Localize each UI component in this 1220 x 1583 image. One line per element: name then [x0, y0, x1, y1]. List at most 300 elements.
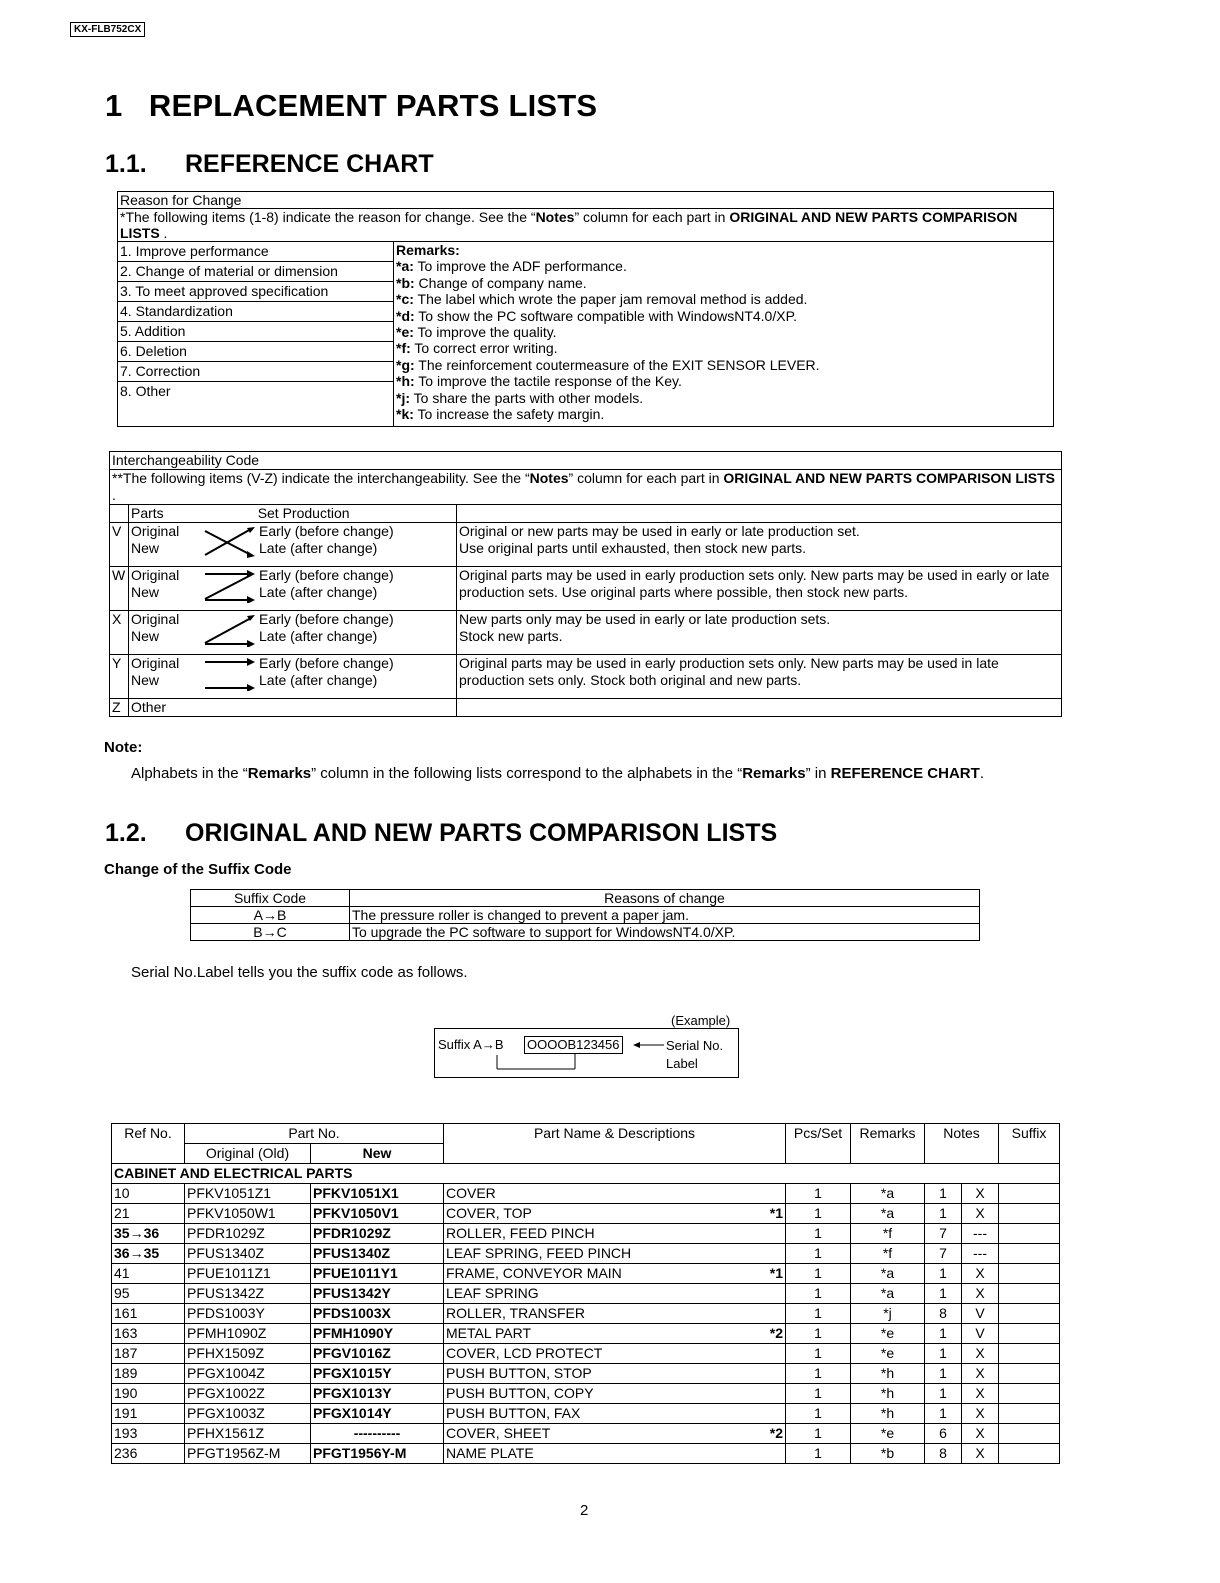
suffix-cell: [999, 1184, 1060, 1204]
ref-cell: 36→35: [112, 1244, 185, 1264]
notes-header: Notes: [925, 1124, 999, 1164]
orig-part-cell: PFUE1011Z1: [185, 1264, 311, 1284]
suffix-cell: [999, 1304, 1060, 1324]
part-name-cell: NAME PLATE: [444, 1444, 758, 1464]
partno-header: Part No.: [185, 1124, 444, 1144]
new-part-cell: PFUS1342Y: [311, 1284, 444, 1304]
pcs-cell: 1: [786, 1424, 851, 1444]
remark-text: To correct error writing.: [410, 340, 558, 357]
pcs-cell: 1: [786, 1304, 851, 1324]
notes-code-cell: X: [962, 1184, 999, 1204]
reasons-cell: [118, 242, 394, 427]
part-name-cell: PUSH BUTTON, FAX: [444, 1404, 758, 1424]
intro-mid: ” column for each part in: [568, 470, 724, 486]
pcs-cell: 1: [786, 1244, 851, 1264]
suffix-cell: [999, 1324, 1060, 1344]
remark-code: *b:: [396, 274, 415, 291]
notes-reason-cell: 1: [925, 1344, 962, 1364]
remark-item: [396, 373, 1051, 389]
note-mark-cell: [757, 1304, 786, 1324]
ref-cell: 193: [112, 1424, 185, 1444]
new-part-cell: PFKV1051X1: [311, 1184, 444, 1204]
notes-code-cell: X: [962, 1384, 999, 1404]
intro-end: .: [159, 225, 168, 241]
desc-header: [457, 505, 1062, 523]
note-part: ” column in the following lists correspond to the alphabets in the “: [311, 765, 743, 782]
orig-part-cell: PFKV1051Z1: [185, 1184, 311, 1204]
orig-label: Original: [131, 523, 180, 539]
notes-reason-cell: 8: [925, 1304, 962, 1324]
remark-code: *f:: [396, 340, 411, 357]
remark-cell: *f: [851, 1224, 925, 1244]
desc-cell: Original parts may be used in early production sets only. New parts may be used in early or late production sets. Use original parts where possible, then stock new parts.: [457, 567, 1062, 611]
table-row: [112, 1344, 1060, 1364]
note-mark-cell: *2: [757, 1324, 786, 1344]
reason-item: 2. Change of material or dimension: [118, 262, 393, 282]
interchange-row-y: [110, 655, 1062, 699]
orig-part-cell: PFKV1050W1: [185, 1204, 311, 1224]
remarks-title: Remarks:: [396, 242, 460, 258]
page-title: [105, 88, 597, 124]
new-part-cell: PFDS1003X: [311, 1304, 444, 1324]
note-mark-cell: [757, 1384, 786, 1404]
ref-cell: 163: [112, 1324, 185, 1344]
suffix-subtitle: Change of the Suffix Code: [104, 861, 292, 878]
suffix-col-header: Suffix Code: [191, 890, 350, 907]
table-row: [112, 1324, 1060, 1344]
interchange-title: Interchangeability Code: [110, 452, 1062, 470]
pointer-lines-icon: [435, 1029, 738, 1077]
remark-text: To show the PC software compatible with WindowsNT4.0/XP.: [414, 307, 797, 324]
reason-chart-title: Reason for Change: [118, 192, 1054, 209]
note-bold: Remarks: [247, 765, 312, 782]
ref-cell: 189: [112, 1364, 185, 1384]
orig-label: Original: [131, 611, 180, 627]
notes-code-cell: X: [962, 1264, 999, 1284]
reason-item: 8. Other: [120, 383, 171, 399]
code-cell: X: [110, 611, 129, 655]
suffix-code-cell: B→C: [191, 924, 350, 941]
table-row: [112, 1224, 1060, 1244]
desc-cell: Original parts may be used in early production sets only. New parts may be used in late production sets only. Stock both original and new parts.: [457, 655, 1062, 699]
note-mark-cell: [757, 1444, 786, 1464]
new-part-cell: PFGT1956Y-M: [311, 1444, 444, 1464]
remark-text: To share the parts with other models.: [410, 389, 644, 406]
remark-code: *h:: [396, 373, 415, 390]
notes-reason-cell: 1: [925, 1324, 962, 1344]
remark-item: [396, 340, 1051, 356]
orig-part-cell: PFDS1003Y: [185, 1304, 311, 1324]
notes-reason-cell: 1: [925, 1284, 962, 1304]
orig-part-cell: PFHX1509Z: [185, 1344, 311, 1364]
ref-cell: 95: [112, 1284, 185, 1304]
notes-code-cell: V: [962, 1324, 999, 1344]
remark-item: [396, 324, 1051, 340]
remark-item: [396, 357, 1051, 373]
remark-item: [396, 291, 1051, 307]
table-row: [112, 1264, 1060, 1284]
intro-list-name: ORIGINAL AND NEW PARTS COMPARISON LISTS: [120, 209, 1018, 241]
new-label: New: [131, 628, 160, 644]
table-row: [112, 1244, 1060, 1264]
remark-code: *c:: [396, 291, 414, 308]
note-mark-cell: [757, 1344, 786, 1364]
remark-item: [396, 258, 1051, 274]
remark-cell: *a: [851, 1184, 925, 1204]
intro-text: **The following items (V-Z) indicate the interchangeability. See the “: [112, 470, 530, 486]
suffix-cell: [999, 1444, 1060, 1464]
table-row: [112, 1364, 1060, 1384]
table-row: [112, 1284, 1060, 1304]
pcs-cell: 1: [786, 1224, 851, 1244]
suffix-cell: [999, 1224, 1060, 1244]
interchangeability-table: [109, 451, 1062, 717]
suffix-cell: [999, 1404, 1060, 1424]
remark-code: *e:: [396, 324, 414, 341]
suffix-code-table: [190, 889, 980, 941]
new-label: New: [131, 540, 160, 556]
ref-cell: 236: [112, 1444, 185, 1464]
notes-reason-cell: 1: [925, 1364, 962, 1384]
part-name-cell: COVER, LCD PROTECT: [444, 1344, 758, 1364]
remark-cell: *b: [851, 1444, 925, 1464]
section-number: 1.2.: [105, 819, 147, 847]
interchange-row-w: [110, 567, 1062, 611]
notes-code-cell: X: [962, 1444, 999, 1464]
intro-end: .: [112, 487, 116, 503]
remark-code: *g:: [396, 356, 415, 373]
new-part-cell: PFKV1050V1: [311, 1204, 444, 1224]
set-col-label: Set Production: [257, 505, 350, 521]
ref-cell: 161: [112, 1304, 185, 1324]
remark-cell: *e: [851, 1344, 925, 1364]
suffix-change-label: Suffix A→B: [438, 1037, 504, 1052]
intro-list-name: ORIGINAL AND NEW PARTS COMPARISON LISTS: [723, 470, 1055, 486]
pcs-cell: 1: [786, 1284, 851, 1304]
suffix-cell: [999, 1344, 1060, 1364]
interchange-row-z: [110, 699, 1062, 717]
early-label: Early (before change): [259, 567, 394, 583]
diagonal-arrows-icon: [203, 613, 257, 647]
remark-item: [396, 275, 1051, 291]
new-part-cell: PFUE1011Y1: [311, 1264, 444, 1284]
notes-code-cell: X: [962, 1344, 999, 1364]
part-name-cell: PUSH BUTTON, STOP: [444, 1364, 758, 1384]
remark-cell: *e: [851, 1324, 925, 1344]
notes-reason-cell: 1: [925, 1204, 962, 1224]
part-name-cell: ROLLER, FEED PINCH: [444, 1224, 758, 1244]
part-name-cell: FRAME, CONVEYOR MAIN: [444, 1264, 758, 1284]
serial-value-box: OOOOB123456: [524, 1036, 623, 1054]
notes-code-cell: ---: [962, 1244, 999, 1264]
intro-notes: Notes: [529, 470, 569, 486]
notes-code-cell: ---: [962, 1224, 999, 1244]
new-label: New: [131, 672, 160, 688]
orig-part-cell: PFMH1090Z: [185, 1324, 311, 1344]
remark-code: *j:: [396, 389, 410, 406]
suffix-reason-cell: The pressure roller is changed to prevent a paper jam.: [350, 907, 980, 924]
pcs-cell: 1: [786, 1384, 851, 1404]
page-number: 2: [580, 1502, 589, 1519]
pcs-cell: 1: [786, 1404, 851, 1424]
early-label: Early (before change): [259, 655, 394, 671]
note-mark-cell: *1: [757, 1264, 786, 1284]
serial-label-text: Serial No.Label tells you the suffix code as follows.: [131, 964, 468, 981]
suffix-cell: [999, 1204, 1060, 1224]
model-number: KX-FLB752CX: [70, 22, 145, 37]
new-part-cell: PFGX1013Y: [311, 1384, 444, 1404]
notes-code-cell: X: [962, 1284, 999, 1304]
remark-text: To improve the ADF performance.: [413, 258, 627, 275]
note-mark-cell: [757, 1404, 786, 1424]
name-header: Part Name & Descriptions: [444, 1124, 786, 1164]
table-row: [112, 1384, 1060, 1404]
remark-text: To increase the safety margin.: [413, 406, 605, 423]
desc-cell: Original or new parts may be used in early or late production set. Use original parts until exhausted, then stock new parts.: [457, 523, 1062, 567]
new-label: New: [131, 584, 160, 600]
suffix-cell: [999, 1424, 1060, 1444]
pcs-cell: 1: [786, 1324, 851, 1344]
remark-code: *k:: [396, 406, 414, 423]
part-name-cell: ROLLER, TRANSFER: [444, 1304, 758, 1324]
pcs-cell: 1: [786, 1184, 851, 1204]
note-mark-cell: [757, 1184, 786, 1204]
orig-label: Original: [131, 567, 180, 583]
parallel-arrows-icon: [203, 657, 257, 691]
note-title: Note:: [104, 739, 143, 756]
remark-cell: *h: [851, 1364, 925, 1384]
late-label: Late (after change): [259, 584, 378, 600]
reason-for-change-table: [117, 191, 1054, 427]
remark-cell: *a: [851, 1264, 925, 1284]
part-name-cell: LEAF SPRING: [444, 1284, 758, 1304]
remark-text: To improve the quality.: [413, 324, 557, 341]
part-name-cell: COVER, SHEET: [444, 1424, 758, 1444]
parts-section-label: CABINET AND ELECTRICAL PARTS: [112, 1164, 1060, 1184]
early-label: Early (before change): [259, 611, 394, 627]
early-label: Early (before change): [259, 523, 394, 539]
reason-chart-intro: [118, 209, 1054, 242]
remarks-cell: [394, 242, 1054, 427]
suffix-header: Suffix: [999, 1124, 1060, 1164]
note-mark-cell: [757, 1284, 786, 1304]
suffix-code-cell: A→B: [191, 907, 350, 924]
note-bold: REFERENCE CHART: [830, 765, 980, 782]
notes-reason-cell: 8: [925, 1444, 962, 1464]
note-text: [131, 763, 1066, 785]
remark-cell: *h: [851, 1384, 925, 1404]
pcs-cell: 1: [786, 1344, 851, 1364]
remarks-header: Remarks: [851, 1124, 925, 1164]
table-row: [112, 1184, 1060, 1204]
note-bold: Remarks: [742, 765, 806, 782]
reason-item: 3. To meet approved specification: [118, 282, 393, 302]
serial-label-diagram: [434, 1028, 739, 1078]
new-part-cell: PFGV1016Z: [311, 1344, 444, 1364]
remark-code: *a:: [396, 258, 414, 275]
orig-part-cell: PFUS1342Z: [185, 1284, 311, 1304]
parts-set-cell: [129, 655, 457, 699]
new-part-cell: PFUS1340Z: [311, 1244, 444, 1264]
remark-text: The reinforcement coutermeasure of the EXIT SENSOR LEVER.: [414, 356, 820, 373]
heading-number: 1: [105, 88, 123, 123]
pcs-header: Pcs/Set: [786, 1124, 851, 1164]
suffix-cell: [999, 1364, 1060, 1384]
new-part-cell: ----------: [311, 1424, 444, 1444]
ref-header: Ref No.: [112, 1124, 185, 1164]
orig-part-cell: PFGX1004Z: [185, 1364, 311, 1384]
remark-code: *d:: [396, 307, 415, 324]
reason-item: 5. Addition: [118, 322, 393, 342]
z-arrows-icon: [203, 569, 257, 603]
pcs-cell: 1: [786, 1444, 851, 1464]
suffix-cell: [999, 1284, 1060, 1304]
note-mark-cell: [757, 1244, 786, 1264]
notes-code-cell: V: [962, 1304, 999, 1324]
suffix-cell: [999, 1384, 1060, 1404]
section-1-2-heading: [105, 819, 777, 848]
part-name-cell: LEAF SPRING, FEED PINCH: [444, 1244, 758, 1264]
pcs-cell: 1: [786, 1364, 851, 1384]
new-part-cell: PFMH1090Y: [311, 1324, 444, 1344]
remark-text: To improve the tactile response of the Key.: [414, 373, 682, 390]
reason-item: 6. Deletion: [118, 342, 393, 362]
orig-part-cell: PFUS1340Z: [185, 1244, 311, 1264]
reason-col-header: Reasons of change: [350, 890, 980, 907]
table-row: [112, 1404, 1060, 1424]
notes-reason-cell: 7: [925, 1224, 962, 1244]
code-cell: Y: [110, 655, 129, 699]
new-header: New: [311, 1144, 444, 1164]
remark-cell: *f: [851, 1244, 925, 1264]
code-cell: W: [110, 567, 129, 611]
reason-item: 1. Improve performance: [118, 242, 393, 262]
orig-part-cell: PFGX1003Z: [185, 1404, 311, 1424]
reason-item: 7. Correction: [118, 362, 393, 382]
remark-text: The label which wrote the paper jam removal method is added.: [413, 291, 808, 308]
cross-arrows-icon: [203, 525, 257, 559]
table-row: [112, 1204, 1060, 1224]
desc-cell: New parts only may be used in early or late production sets. Stock new parts.: [457, 611, 1062, 655]
ref-cell: 187: [112, 1344, 185, 1364]
other-label: Other: [129, 699, 457, 717]
note-mark-cell: *2: [757, 1424, 786, 1444]
remark-item: [396, 406, 1051, 422]
remark-cell: *a: [851, 1284, 925, 1304]
remark-item: [396, 390, 1051, 406]
notes-code-cell: X: [962, 1364, 999, 1384]
new-part-cell: PFDR1029Z: [311, 1224, 444, 1244]
heading-title: REPLACEMENT PARTS LISTS: [148, 88, 598, 123]
late-label: Late (after change): [259, 628, 378, 644]
desc-cell: [457, 699, 1062, 717]
reason-item: 4. Standardization: [118, 302, 393, 322]
parts-set-cell: [129, 567, 457, 611]
code-cell: V: [110, 523, 129, 567]
ref-cell: 21: [112, 1204, 185, 1224]
table-row: [112, 1444, 1060, 1464]
table-row: [112, 1304, 1060, 1324]
ref-cell: 41: [112, 1264, 185, 1284]
note-mark-cell: [757, 1364, 786, 1384]
late-label: Late (after change): [259, 672, 378, 688]
parts-set-cell: [129, 611, 457, 655]
ref-cell: 191: [112, 1404, 185, 1424]
orig-part-cell: PFGT1956Z-M: [185, 1444, 311, 1464]
notes-code-cell: X: [962, 1424, 999, 1444]
interchange-intro: [110, 470, 1062, 505]
ref-cell: 10: [112, 1184, 185, 1204]
remark-cell: *a: [851, 1204, 925, 1224]
orig-part-cell: PFHX1561Z: [185, 1424, 311, 1444]
intro-notes: Notes: [535, 209, 575, 225]
notes-reason-cell: 1: [925, 1404, 962, 1424]
late-label: Late (after change): [259, 540, 378, 556]
parts-col-label: Parts: [131, 505, 164, 521]
notes-reason-cell: 7: [925, 1244, 962, 1264]
orig-part-cell: PFDR1029Z: [185, 1224, 311, 1244]
section-1-1-heading: [105, 150, 434, 179]
table-row: [112, 1424, 1060, 1444]
parts-rows: [112, 1184, 1060, 1464]
part-name-cell: PUSH BUTTON, COPY: [444, 1384, 758, 1404]
remark-text: Change of company name.: [414, 274, 587, 291]
new-part-cell: PFGX1014Y: [311, 1404, 444, 1424]
code-cell: Z: [110, 699, 129, 717]
example-label: (Example): [671, 1013, 731, 1028]
part-name-cell: COVER: [444, 1184, 758, 1204]
parts-set-header: [129, 505, 457, 523]
new-part-cell: PFGX1015Y: [311, 1364, 444, 1384]
section-title: ORIGINAL AND NEW PARTS COMPARISON LISTS: [185, 819, 778, 847]
notes-code-cell: X: [962, 1204, 999, 1224]
notes-code-cell: X: [962, 1404, 999, 1424]
parts-comparison-table: [111, 1123, 1060, 1464]
notes-reason-cell: 6: [925, 1424, 962, 1444]
interchange-row-v: [110, 523, 1062, 567]
suffix-cell: [999, 1264, 1060, 1284]
serial-label-word: Label: [666, 1056, 698, 1071]
suffix-reason-cell: To upgrade the PC software to support for WindowsNT4.0/XP.: [350, 924, 980, 941]
orig-part-cell: PFGX1002Z: [185, 1384, 311, 1404]
suffix-cell: [999, 1244, 1060, 1264]
orig-header: Original (Old): [185, 1144, 311, 1164]
ref-cell: 35→36: [112, 1224, 185, 1244]
interchange-row-x: [110, 611, 1062, 655]
section-number: 1.1.: [105, 150, 147, 178]
pcs-cell: 1: [786, 1204, 851, 1224]
pcs-cell: 1: [786, 1264, 851, 1284]
part-name-cell: METAL PART: [444, 1324, 758, 1344]
parts-set-cell: [129, 523, 457, 567]
intro-text: *The following items (1-8) indicate the reason for change. See the “: [120, 209, 536, 225]
note-mark-cell: *1: [757, 1204, 786, 1224]
part-name-cell: COVER, TOP: [444, 1204, 758, 1224]
serial-no-label: Serial No.: [666, 1038, 724, 1053]
note-part: ” in: [805, 765, 831, 782]
remark-cell: *j: [851, 1304, 925, 1324]
note-part: .: [979, 765, 984, 782]
intro-mid: ” column for each part in: [574, 209, 730, 225]
ref-cell: 190: [112, 1384, 185, 1404]
remark-cell: *h: [851, 1404, 925, 1424]
section-title: REFERENCE CHART: [185, 150, 434, 178]
note-part: Alphabets in the “: [131, 765, 248, 782]
remark-item: [396, 308, 1051, 324]
notes-reason-cell: 1: [925, 1264, 962, 1284]
notes-reason-cell: 1: [925, 1184, 962, 1204]
remark-cell: *e: [851, 1424, 925, 1444]
